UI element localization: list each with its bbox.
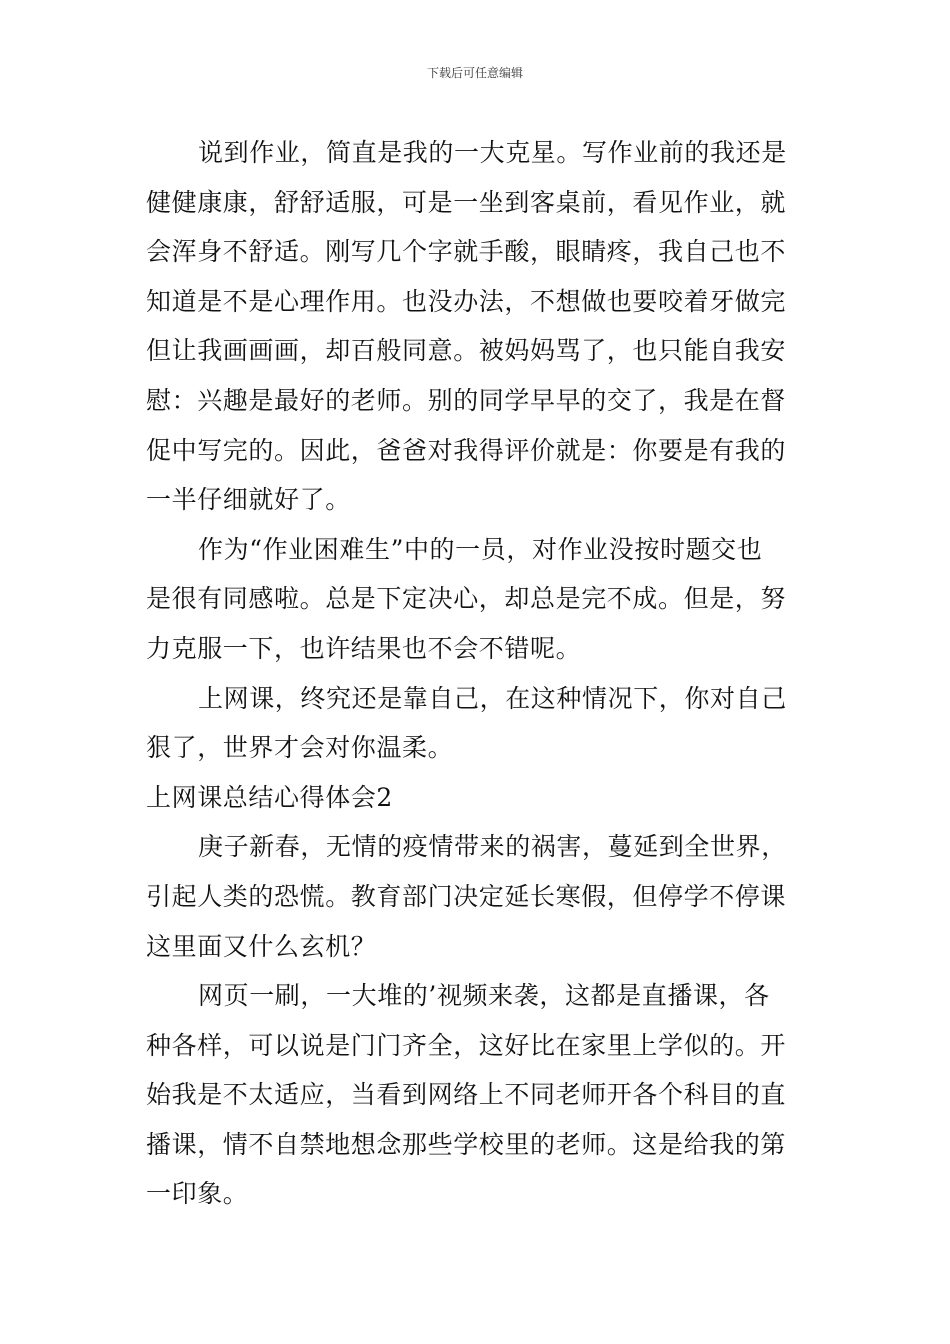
text-line: 一印象。 [146, 1179, 249, 1209]
text-line: 引起人类的恐慌。教育部门决定延长寒假，但停学不停课 [146, 881, 787, 911]
section-heading: 上网课总结心得体会2 [146, 782, 393, 812]
text-line: 促中写完的。因此，爸爸对我得评价就是：你要是有我的 [146, 435, 787, 465]
text-line: 这里面又什么玄机？ [146, 931, 377, 961]
text-line: 网页一刷，一大堆的’视频来袭，这都是直播课，各 [198, 981, 770, 1011]
text-line: 说到作业，简直是我的一大克星。写作业前的我还是 [198, 138, 787, 167]
text-line: 狠了，世界才会对你温柔。 [146, 733, 454, 763]
text-line: 作为“作业困难生”中的一员，对作业没按时题交也 [198, 534, 763, 564]
page-header-note: 下载后可任意编辑 [426, 66, 523, 80]
text-line: 是很有同感啦。总是下定决心，却总是完不成。但是，努 [146, 584, 787, 614]
text-line: 播课，情不自禁地想念那些学校里的老师。这是给我的第 [146, 1129, 787, 1159]
text-line: 种各样，可以说是门门齐全，这好比在家里上学似的。开 [146, 1030, 787, 1060]
document-body [146, 128, 810, 1219]
text-line: 力克服一下，也许结果也不会不错呢。 [146, 633, 582, 663]
text-line: 始我是不太适应，当看到网络上不同老师开各个科目的直 [146, 1080, 787, 1110]
text-line: 知道是不是心理作用。也没办法，不想做也要咬着牙做完 [146, 286, 787, 316]
text-line: 庚子新春，无情的疫情带来的祸害，蔓延到全世界， [198, 832, 787, 862]
text-line: 会浑身不舒适。刚写几个字就手酸，眼睛疼，我自己也不 [146, 237, 787, 267]
text-line: 上网课，终究还是靠自己，在这种情况下，你对自己 [198, 683, 787, 713]
text-line: 健健康康，舒舒适服，可是一坐到客桌前，看见作业，就 [146, 187, 787, 217]
text-line: 但让我画画画，却百般同意。被妈妈骂了，也只能自我安 [146, 336, 787, 366]
text-line: 一半仔细就好了。 [146, 485, 351, 515]
text-line: 慰：兴趣是最好的老师。别的同学早早的交了，我是在督 [146, 385, 787, 415]
